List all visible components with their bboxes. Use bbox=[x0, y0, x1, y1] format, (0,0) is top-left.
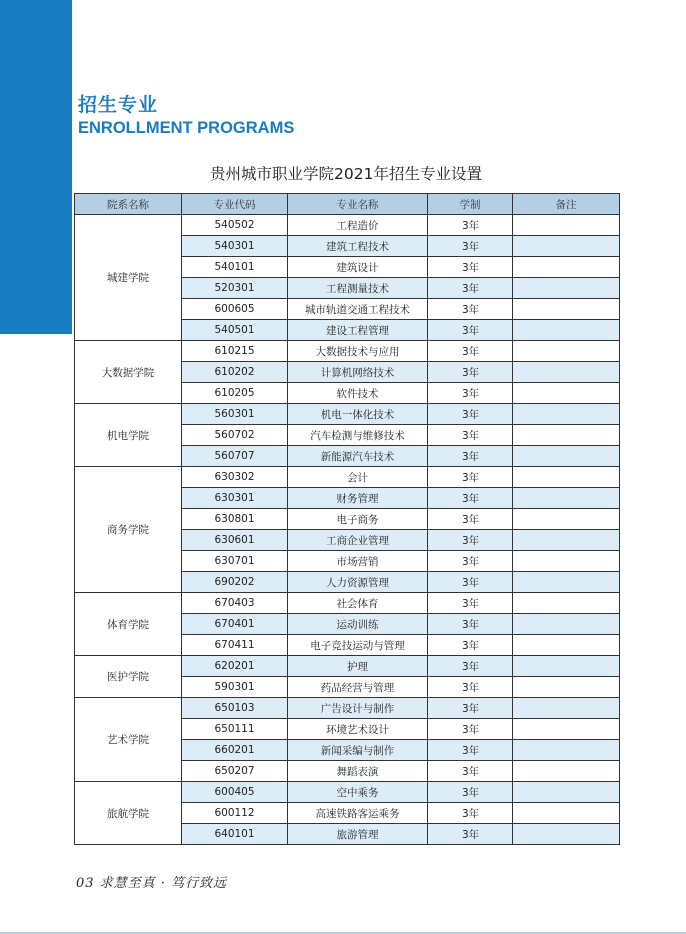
program-name: 药品经营与管理 bbox=[288, 677, 428, 698]
program-duration: 3年 bbox=[428, 299, 513, 320]
program-remarks bbox=[513, 467, 620, 488]
program-name: 财务管理 bbox=[288, 488, 428, 509]
program-duration: 3年 bbox=[428, 614, 513, 635]
program-remarks bbox=[513, 656, 620, 677]
program-name: 汽车检测与维修技术 bbox=[288, 425, 428, 446]
table-row bbox=[75, 404, 620, 425]
program-name: 人力资源管理 bbox=[288, 572, 428, 593]
col-header-remarks: 备注 bbox=[513, 194, 620, 215]
department-name: 体育学院 bbox=[75, 593, 182, 656]
program-duration: 3年 bbox=[428, 593, 513, 614]
program-name: 会计 bbox=[288, 467, 428, 488]
program-remarks bbox=[513, 698, 620, 719]
program-remarks bbox=[513, 719, 620, 740]
department-name: 艺术学院 bbox=[75, 698, 182, 782]
program-code: 630302 bbox=[182, 467, 288, 488]
program-duration: 3年 bbox=[428, 488, 513, 509]
program-name: 工商企业管理 bbox=[288, 530, 428, 551]
program-remarks bbox=[513, 341, 620, 362]
program-code: 650103 bbox=[182, 698, 288, 719]
program-duration: 3年 bbox=[428, 530, 513, 551]
program-remarks bbox=[513, 362, 620, 383]
program-code: 630301 bbox=[182, 488, 288, 509]
program-code: 610202 bbox=[182, 362, 288, 383]
program-remarks bbox=[513, 677, 620, 698]
program-name: 工程测量技术 bbox=[288, 278, 428, 299]
department-name: 商务学院 bbox=[75, 467, 182, 593]
program-code: 670403 bbox=[182, 593, 288, 614]
program-remarks bbox=[513, 236, 620, 257]
program-remarks bbox=[513, 488, 620, 509]
program-name: 新能源汽车技术 bbox=[288, 446, 428, 467]
program-duration: 3年 bbox=[428, 446, 513, 467]
program-code: 600112 bbox=[182, 803, 288, 824]
program-duration: 3年 bbox=[428, 404, 513, 425]
program-name: 广告设计与制作 bbox=[288, 698, 428, 719]
program-name: 电子竞技运动与管理 bbox=[288, 635, 428, 656]
program-duration: 3年 bbox=[428, 215, 513, 236]
program-remarks bbox=[513, 803, 620, 824]
program-code: 610205 bbox=[182, 383, 288, 404]
department-name: 大数据学院 bbox=[75, 341, 182, 404]
table-row bbox=[75, 215, 620, 236]
program-code: 690202 bbox=[182, 572, 288, 593]
programs-table-container bbox=[74, 193, 619, 845]
program-duration: 3年 bbox=[428, 719, 513, 740]
program-name: 新闻采编与制作 bbox=[288, 740, 428, 761]
program-code: 630801 bbox=[182, 509, 288, 530]
table-title: 贵州城市职业学院2021年招生专业设置 bbox=[210, 165, 482, 183]
program-duration: 3年 bbox=[428, 509, 513, 530]
program-code: 560702 bbox=[182, 425, 288, 446]
section-title-english: ENROLLMENT PROGRAMS bbox=[78, 119, 295, 137]
department-name: 机电学院 bbox=[75, 404, 182, 467]
program-code: 670401 bbox=[182, 614, 288, 635]
program-code: 630601 bbox=[182, 530, 288, 551]
program-name: 环境艺术设计 bbox=[288, 719, 428, 740]
program-remarks bbox=[513, 425, 620, 446]
department-name: 医护学院 bbox=[75, 656, 182, 698]
program-duration: 3年 bbox=[428, 383, 513, 404]
program-code: 560301 bbox=[182, 404, 288, 425]
program-remarks bbox=[513, 635, 620, 656]
program-code: 650207 bbox=[182, 761, 288, 782]
program-remarks bbox=[513, 215, 620, 236]
program-duration: 3年 bbox=[428, 236, 513, 257]
program-remarks bbox=[513, 530, 620, 551]
program-name: 社会体育 bbox=[288, 593, 428, 614]
program-remarks bbox=[513, 740, 620, 761]
footer-slogan: 03 求慧至真 · 笃行致远 bbox=[76, 876, 228, 891]
program-code: 610215 bbox=[182, 341, 288, 362]
program-code: 540101 bbox=[182, 257, 288, 278]
program-code: 600405 bbox=[182, 782, 288, 803]
program-name: 运动训练 bbox=[288, 614, 428, 635]
program-name: 市场营销 bbox=[288, 551, 428, 572]
program-remarks bbox=[513, 257, 620, 278]
program-duration: 3年 bbox=[428, 803, 513, 824]
program-code: 590301 bbox=[182, 677, 288, 698]
program-code: 540502 bbox=[182, 215, 288, 236]
program-remarks bbox=[513, 782, 620, 803]
program-name: 高速铁路客运乘务 bbox=[288, 803, 428, 824]
table-row bbox=[75, 593, 620, 614]
program-name: 城市轨道交通工程技术 bbox=[288, 299, 428, 320]
col-header-department: 院系名称 bbox=[75, 194, 182, 215]
program-remarks bbox=[513, 551, 620, 572]
col-header-code: 专业代码 bbox=[182, 194, 288, 215]
side-accent-bar bbox=[0, 0, 72, 334]
table-body bbox=[75, 215, 620, 845]
program-duration: 3年 bbox=[428, 320, 513, 341]
program-duration: 3年 bbox=[428, 824, 513, 845]
program-code: 630701 bbox=[182, 551, 288, 572]
program-duration: 3年 bbox=[428, 257, 513, 278]
program-remarks bbox=[513, 572, 620, 593]
department-name: 城建学院 bbox=[75, 215, 182, 341]
program-duration: 3年 bbox=[428, 740, 513, 761]
col-header-duration: 学制 bbox=[428, 194, 513, 215]
table-row bbox=[75, 467, 620, 488]
program-name: 大数据技术与应用 bbox=[288, 341, 428, 362]
program-duration: 3年 bbox=[428, 572, 513, 593]
program-duration: 3年 bbox=[428, 635, 513, 656]
program-duration: 3年 bbox=[428, 677, 513, 698]
section-title: 招生专业 bbox=[78, 94, 159, 116]
program-remarks bbox=[513, 299, 620, 320]
program-code: 560707 bbox=[182, 446, 288, 467]
program-code: 600605 bbox=[182, 299, 288, 320]
program-name: 空中乘务 bbox=[288, 782, 428, 803]
program-code: 640101 bbox=[182, 824, 288, 845]
program-remarks bbox=[513, 761, 620, 782]
program-duration: 3年 bbox=[428, 698, 513, 719]
program-remarks bbox=[513, 824, 620, 845]
program-remarks bbox=[513, 614, 620, 635]
program-duration: 3年 bbox=[428, 425, 513, 446]
program-code: 660201 bbox=[182, 740, 288, 761]
program-code: 540301 bbox=[182, 236, 288, 257]
program-code: 670411 bbox=[182, 635, 288, 656]
program-name: 电子商务 bbox=[288, 509, 428, 530]
program-remarks bbox=[513, 320, 620, 341]
table-row bbox=[75, 782, 620, 803]
program-name: 舞蹈表演 bbox=[288, 761, 428, 782]
program-code: 650111 bbox=[182, 719, 288, 740]
program-remarks bbox=[513, 404, 620, 425]
program-name: 旅游管理 bbox=[288, 824, 428, 845]
program-code: 620201 bbox=[182, 656, 288, 677]
programs-table bbox=[74, 193, 620, 845]
table-row bbox=[75, 656, 620, 677]
program-duration: 3年 bbox=[428, 761, 513, 782]
department-name: 旅航学院 bbox=[75, 782, 182, 845]
program-name: 建筑工程技术 bbox=[288, 236, 428, 257]
program-duration: 3年 bbox=[428, 341, 513, 362]
program-duration: 3年 bbox=[428, 656, 513, 677]
program-name: 软件技术 bbox=[288, 383, 428, 404]
program-remarks bbox=[513, 446, 620, 467]
program-duration: 3年 bbox=[428, 278, 513, 299]
program-remarks bbox=[513, 509, 620, 530]
table-header-row bbox=[75, 194, 620, 215]
program-name: 建设工程管理 bbox=[288, 320, 428, 341]
program-remarks bbox=[513, 593, 620, 614]
program-name: 护理 bbox=[288, 656, 428, 677]
program-name: 建筑设计 bbox=[288, 257, 428, 278]
program-duration: 3年 bbox=[428, 551, 513, 572]
program-duration: 3年 bbox=[428, 467, 513, 488]
col-header-program: 专业名称 bbox=[288, 194, 428, 215]
program-code: 540501 bbox=[182, 320, 288, 341]
program-code: 520301 bbox=[182, 278, 288, 299]
program-remarks bbox=[513, 278, 620, 299]
program-remarks bbox=[513, 383, 620, 404]
table-row bbox=[75, 341, 620, 362]
program-name: 计算机网络技术 bbox=[288, 362, 428, 383]
program-name: 机电一体化技术 bbox=[288, 404, 428, 425]
program-duration: 3年 bbox=[428, 362, 513, 383]
program-duration: 3年 bbox=[428, 782, 513, 803]
program-name: 工程造价 bbox=[288, 215, 428, 236]
table-row bbox=[75, 698, 620, 719]
